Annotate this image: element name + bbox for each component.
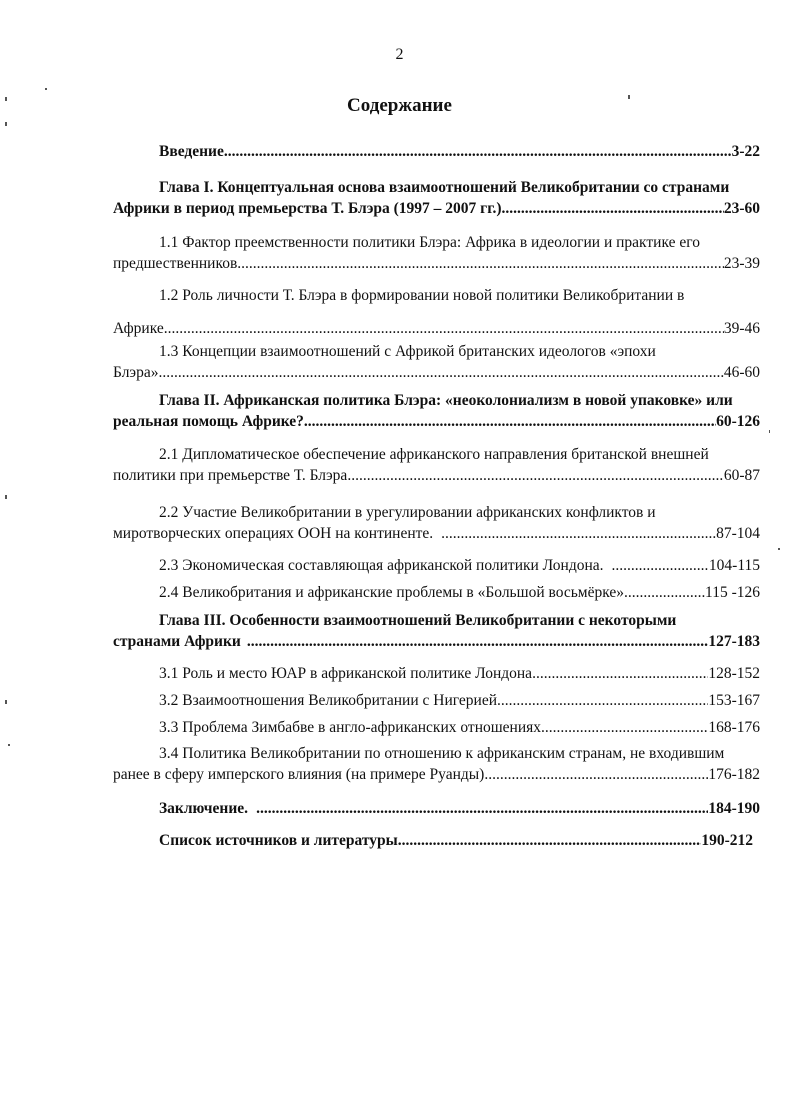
toc-entry-title: Блэра»: [113, 364, 159, 381]
dot-leader: [241, 631, 708, 652]
scan-speck: [769, 430, 770, 433]
toc-entry-title: Список источников и литературы: [159, 832, 398, 849]
toc-entry-2-1: [113, 444, 760, 486]
scan-speck: [628, 95, 630, 99]
toc-entry-pages: 190-212: [701, 832, 753, 849]
dot-leader: [502, 198, 724, 219]
toc-entry-2-2: [113, 502, 760, 544]
toc-entry-title: Заключение.: [159, 800, 249, 817]
toc-entry-title: 3.1 Роль и место ЮАР в африканской политике Лондона: [159, 665, 533, 682]
toc-entry-pages: 128-152: [708, 665, 760, 682]
dot-leader: [484, 764, 708, 785]
toc-entry-title: Африке: [113, 320, 164, 337]
toc-entry-2-4: [113, 582, 760, 603]
toc-entry-3-2: [113, 690, 760, 711]
toc-entry-title: Африки в период премьерства Т. Блэра (1997 – 2007 гг.): [113, 200, 502, 217]
dot-leader: [164, 318, 724, 339]
dot-leader: [224, 141, 732, 162]
toc-entry-pages: 23-60: [723, 200, 760, 217]
toc-entry-title-line: 2.1 Дипломатическое обеспечение африканского направления британской внешней: [159, 446, 709, 463]
toc-entry-title: 3.2 Взаимоотношения Великобритании с Нигерией: [159, 692, 497, 709]
toc-entry-pages: 127-183: [708, 633, 760, 650]
toc-entry-pages: 184-190: [708, 800, 760, 817]
scan-speck: [45, 88, 47, 90]
toc-entry-3-4: [113, 743, 760, 785]
toc-entry-pages: 115 -126: [705, 584, 760, 601]
toc-entry-title-line: Глава III. Особенности взаимоотношений Великобритании с некоторыми: [159, 612, 677, 629]
toc-entry-pages: 46-60: [723, 364, 760, 381]
dot-leader: [604, 555, 709, 576]
scan-speck: [778, 548, 780, 550]
dot-leader: [304, 411, 716, 432]
scan-speck: [5, 495, 7, 499]
dot-leader: [624, 582, 705, 603]
toc-entry-pages: 87-104: [716, 525, 760, 542]
dot-leader: [347, 465, 724, 486]
page-title: Содержание: [347, 95, 452, 116]
toc-entry-chapter-1: [113, 177, 760, 219]
toc-entry-title-line: Глава II. Африканская политика Блэра: «неоколониализм в новой упаковке» или: [159, 392, 733, 409]
toc-entry-3-1: [113, 663, 760, 684]
toc-entry-1-3: [113, 341, 760, 383]
scan-speck: [5, 97, 7, 101]
dot-leader: [497, 690, 708, 711]
dot-leader: [541, 717, 708, 738]
toc-entry-pages: 176-182: [708, 766, 760, 783]
page-number: 2: [395, 46, 404, 63]
toc-entry-pages: 104-115: [708, 557, 760, 574]
toc-entry-chapter-3: [113, 610, 760, 652]
toc-entry-pages: 23-39: [723, 255, 760, 272]
toc-entry-title: миротворческих операциях ООН на континенте.: [113, 525, 434, 542]
dot-leader: [248, 798, 708, 819]
toc-entry-pages: 3-22: [731, 143, 760, 160]
toc-entry-1-2: [113, 285, 760, 339]
toc-entry-title: политики при премьерстве Т. Блэра: [113, 467, 348, 484]
toc-entry-pages: 153-167: [708, 692, 760, 709]
toc-entry-intro: [113, 141, 760, 162]
toc-entry-bibliography: [113, 830, 753, 851]
toc-entry-title-line: 1.3 Концепции взаимоотношений с Африкой британских идеологов «эпохи: [159, 343, 656, 360]
toc-entry-title: странами Африки: [113, 633, 241, 650]
dot-leader: [398, 830, 702, 851]
dot-leader: [237, 253, 724, 274]
toc-entry-title-line: 2.2 Участие Великобритании в урегулировании африканских конфликтов и: [159, 504, 656, 521]
toc-entry-title: 2.3 Экономическая составляющая африканской политики Лондона.: [159, 557, 604, 574]
toc-entry-title-line: 1.2 Роль личности Т. Блэра в формировании новой политики Великобритании в: [159, 287, 685, 304]
toc-entry-pages: 39-46: [723, 320, 760, 337]
toc-entry-title-line: 3.4 Политика Великобритании по отношению к африканским странам, не входившим: [159, 745, 725, 762]
toc-entry-1-1: [113, 232, 760, 274]
toc-entry-chapter-2: [113, 390, 760, 432]
toc-entry-title: реальная помощь Африке?: [113, 413, 304, 430]
toc-entry-title: 3.3 Проблема Зимбабве в англо-африканских отношениях: [159, 719, 542, 736]
dot-leader: [433, 523, 716, 544]
toc-entry-2-3: [113, 555, 760, 576]
toc-entry-title: 2.4 Великобритания и африканские проблемы в «Большой восьмёрке»: [159, 584, 624, 601]
toc-entry-pages: 60-87: [723, 467, 760, 484]
scan-speck: [5, 700, 7, 704]
toc-entry-conclusion: [113, 798, 760, 819]
dot-leader: [532, 663, 708, 684]
scan-speck: [5, 122, 7, 126]
dot-leader: [158, 362, 723, 383]
toc-entry-title: предшественников: [113, 255, 238, 272]
toc-entry-title-line: 1.1 Фактор преемственности политики Блэра: Африка в идеологии и практике его: [159, 234, 700, 251]
toc-entry-title-line: Глава I. Концептуальная основа взаимоотношений Великобритании со странами: [159, 179, 730, 196]
toc-entry-pages: 168-176: [708, 719, 760, 736]
toc-entry-title: ранее в сферу имперского влияния (на примере Руанды): [113, 766, 485, 783]
toc-entry-pages: 60-126: [716, 413, 760, 430]
toc-entry-title: Введение: [159, 143, 224, 160]
scan-speck: [8, 744, 10, 746]
toc-entry-3-3: [113, 717, 760, 738]
